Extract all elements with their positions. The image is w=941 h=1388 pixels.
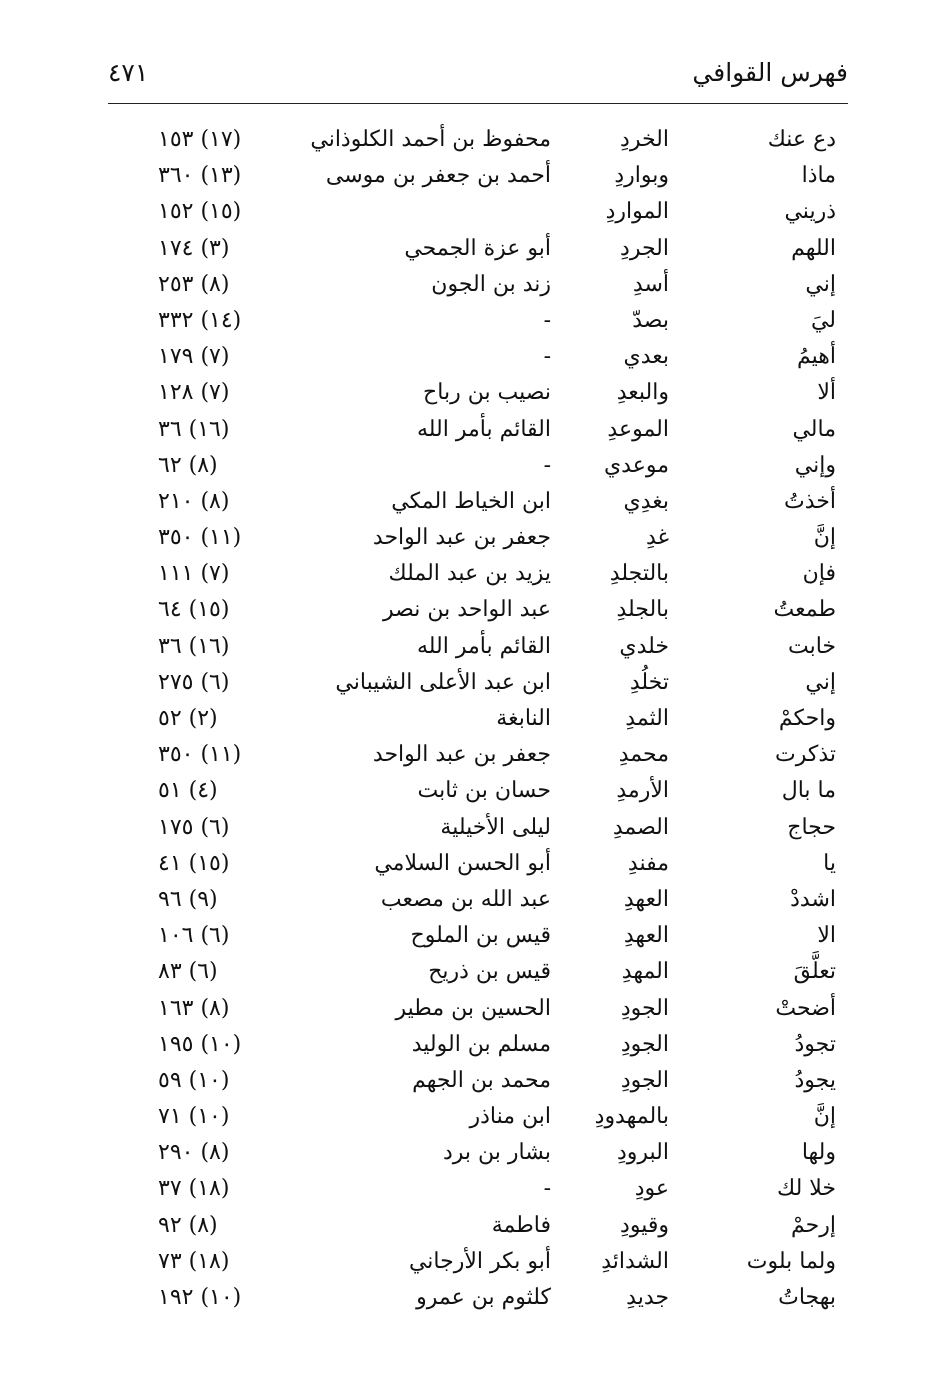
rhyme-word: الجودِ	[620, 1031, 669, 1057]
page-reference: (١٨) ٣٧	[158, 1176, 230, 1202]
verse-opening: واحكمْ	[778, 706, 836, 731]
header-rule	[108, 103, 848, 104]
poet-name: ابن مناذر	[469, 1104, 551, 1130]
index-row	[0, 559, 941, 595]
poet-name: أبو الحسن السلامي	[374, 850, 551, 876]
page-reference: (١١) ٣٥٠	[158, 525, 242, 551]
index-row	[0, 487, 941, 523]
page-header	[108, 58, 848, 98]
rhyme-word: المهدِ	[621, 959, 669, 985]
poet-name: محمد بن الجهم	[412, 1067, 551, 1093]
page-reference: (١٦) ٣٦	[158, 416, 230, 442]
index-row	[0, 885, 941, 921]
rhyme-word: البرودِ	[616, 1140, 669, 1166]
poet-name: -	[543, 452, 551, 478]
verse-opening: إني	[805, 271, 836, 297]
verse-opening: ماذا	[801, 163, 836, 189]
index-row	[0, 161, 941, 197]
page-reference: (٨) ١٦٣	[158, 995, 230, 1021]
rhyme-word: الجودِ	[620, 1067, 669, 1093]
rhyme-word: الجردِ	[620, 235, 669, 261]
poet-name: كلثوم بن عمرو	[416, 1285, 551, 1310]
page-reference: (٦) ١٧٥	[158, 814, 230, 840]
verse-opening: ولها	[801, 1140, 836, 1166]
rhyme-word: أسدِ	[632, 271, 669, 297]
rhyme-word: وقيودِ	[620, 1212, 669, 1238]
poet-name: قيس بن الملوح	[410, 923, 551, 949]
poet-name: -	[543, 1176, 551, 1202]
poet-name: أبو عزة الجمحي	[404, 235, 551, 261]
index-row	[0, 1211, 941, 1247]
poet-name: ابن عبد الأعلى الشيباني	[335, 669, 551, 695]
page-reference: (٧) ١١١	[158, 561, 230, 587]
index-row	[0, 957, 941, 993]
index-row	[0, 1283, 941, 1319]
rhyme-word: بالمهدودِ	[594, 1104, 669, 1130]
verse-opening: إني	[805, 669, 836, 695]
index-row	[0, 921, 941, 957]
rhyme-word: العهدِ	[623, 886, 669, 912]
index-row	[0, 197, 941, 233]
verse-opening: خلا لك	[777, 1176, 836, 1202]
page-reference: (١٣) ٣٦٠	[158, 163, 242, 189]
page-reference: (١١) ٣٥٠	[158, 742, 242, 768]
page-reference: (١٠) ٥٩	[158, 1067, 230, 1093]
verse-opening: ولما بلوت	[746, 1248, 836, 1274]
rhyme-word: خلدي	[619, 633, 669, 659]
page-reference: (٧) ١٧٩	[158, 344, 230, 370]
rhyme-word: الصمدِ	[612, 814, 669, 840]
poet-name: عبد الله بن مصعب	[380, 886, 551, 912]
rhyme-word: وبواردِ	[614, 163, 669, 189]
verse-opening: تذكرت	[775, 742, 836, 768]
poet-name: -	[543, 344, 551, 370]
page-reference: (١٠) ١٩٥	[158, 1031, 242, 1057]
index-row	[0, 451, 941, 487]
poet-name: القائم بأمر الله	[416, 416, 551, 442]
verse-opening: ذريني	[784, 199, 836, 225]
page-reference: (٦) ٨٣	[158, 959, 218, 985]
rhyme-word: بغدِي	[623, 488, 669, 514]
page-reference: (٣) ١٧٤	[158, 235, 230, 261]
rhyme-word: موعدي	[603, 452, 669, 478]
rhyme-word: الموعدِ	[607, 416, 669, 442]
verse-opening: يجودُ	[794, 1067, 836, 1093]
verse-opening: إرحمْ	[791, 1212, 836, 1238]
page-reference: (٨) ٦٢	[158, 452, 218, 478]
page-reference: (٨) ٢٥٣	[158, 271, 230, 297]
verse-opening: فإن	[802, 561, 836, 587]
poet-name: محفوظ بن أحمد الكلوذاني	[310, 127, 551, 152]
page-reference: (١٦) ٣٦	[158, 633, 230, 659]
poet-name: الحسين بن مطير	[395, 995, 551, 1021]
page-reference: (٤) ٥١	[158, 778, 218, 804]
index-row	[0, 595, 941, 631]
verse-opening: إنَّ	[813, 1104, 836, 1130]
index-row	[0, 704, 941, 740]
index-row	[0, 306, 941, 342]
rhyme-word: بالتجلدِ	[609, 561, 669, 587]
page-reference: (٦) ١٠٦	[158, 923, 230, 949]
poet-name: -	[543, 307, 551, 333]
poet-name: بشار بن برد	[443, 1140, 551, 1166]
verse-opening: بهجاتُ	[778, 1285, 836, 1310]
page-reference: (١٠) ٧١	[158, 1104, 230, 1130]
verse-opening: أهيمُ	[797, 344, 836, 370]
verse-opening: اللهم	[791, 235, 836, 261]
verse-opening: خابت	[787, 633, 836, 659]
page-number: ٤٧١	[108, 58, 149, 87]
poet-name: فاطمة	[491, 1212, 551, 1238]
page-reference: (٩) ٩٦	[158, 886, 218, 912]
poet-name: أحمد بن جعفر بن موسى	[325, 163, 551, 189]
rhyme-word: جديدِ	[626, 1285, 669, 1310]
verse-opening: حجاج	[787, 814, 836, 840]
index-row	[0, 849, 941, 885]
rhyme-word: الشدائدِ	[601, 1248, 669, 1274]
page-reference: (١٤) ٣٣٢	[158, 307, 242, 333]
rhyme-word: العهدِ	[623, 923, 669, 949]
poet-name: ابن الخياط المكي	[391, 488, 551, 514]
index-row	[0, 1030, 941, 1066]
verse-opening: أخذتُ	[784, 488, 836, 514]
poet-name: قيس بن ذريح	[428, 959, 551, 985]
poet-name: نصيب بن رباح	[423, 380, 551, 406]
rhyme-word: بالجلدِ	[616, 597, 669, 623]
poet-name: زند بن الجون	[431, 271, 551, 297]
poet-name: النابغة	[496, 706, 551, 731]
index-row	[0, 342, 941, 378]
page-reference: (٧) ١٢٨	[158, 380, 230, 406]
verse-opening: ليَ	[810, 307, 836, 333]
rhyme-word: عودِ	[634, 1176, 669, 1202]
rhyme-index-list	[0, 125, 941, 1319]
rhyme-word: المواردِ	[605, 199, 669, 225]
index-row	[0, 378, 941, 414]
rhyme-word: بصدّ	[632, 307, 669, 333]
verse-opening: إنَّ	[813, 525, 836, 551]
verse-opening: اشددْ	[790, 886, 836, 912]
index-row	[0, 1066, 941, 1102]
page-reference: (١٥) ٤١	[158, 850, 230, 876]
verse-opening: يا	[823, 850, 836, 876]
page-reference: (١٥) ٦٤	[158, 597, 230, 623]
index-row	[0, 813, 941, 849]
poet-name: جعفر بن عبد الواحد	[372, 525, 551, 551]
poet-name: عبد الواحد بن نصر	[383, 597, 551, 623]
page-reference: (١٨) ٧٣	[158, 1248, 230, 1274]
index-row	[0, 994, 941, 1030]
page-reference: (٢) ٥٢	[158, 706, 218, 731]
index-row	[0, 776, 941, 812]
index-row	[0, 632, 941, 668]
rhyme-word: الثمدِ	[625, 706, 669, 731]
verse-opening: ما بال	[781, 778, 836, 804]
poet-name: يزيد بن عبد الملك	[388, 561, 551, 587]
rhyme-word: والبعدِ	[616, 380, 669, 406]
rhyme-word: غدِ	[645, 525, 669, 551]
index-row	[0, 1102, 941, 1138]
poet-name: حسان بن ثابت	[417, 778, 551, 804]
verse-opening: مالي	[792, 416, 836, 442]
index-row	[0, 668, 941, 704]
verse-opening: وإني	[794, 452, 836, 478]
index-row	[0, 1174, 941, 1210]
poet-name: ليلى الأخيلية	[440, 814, 551, 840]
page-reference: (١٠) ١٩٢	[158, 1285, 242, 1310]
index-row	[0, 1138, 941, 1174]
index-row	[0, 415, 941, 451]
index-row	[0, 1247, 941, 1283]
rhyme-word: الخردِ	[620, 127, 669, 152]
page-reference: (١٧) ١٥٣	[158, 127, 242, 152]
page-reference: (٨) ٢١٠	[158, 488, 230, 514]
index-row	[0, 523, 941, 559]
verse-opening: الا	[817, 923, 836, 949]
index-row	[0, 740, 941, 776]
rhyme-word: مفندِ	[627, 850, 669, 876]
verse-opening: تعلَّقَ	[793, 959, 836, 985]
page-reference: (١٥) ١٥٢	[158, 199, 242, 225]
index-row	[0, 234, 941, 270]
poet-name: أبو بكر الأرجاني	[408, 1248, 551, 1274]
verse-opening: تجودُ	[794, 1031, 836, 1057]
page-reference: (٨) ٢٩٠	[158, 1140, 230, 1166]
rhyme-word: بعدي	[623, 344, 669, 370]
rhyme-word: الأرمدِ	[616, 778, 669, 804]
verse-opening: دع عنك	[767, 127, 836, 152]
index-row	[0, 270, 941, 306]
verse-opening: ألا	[817, 380, 836, 406]
verse-opening: أضحتْ	[775, 995, 836, 1021]
verse-opening: طمعتُ	[773, 597, 836, 623]
poet-name: مسلم بن الوليد	[411, 1031, 551, 1057]
page-reference: (٨) ٩٢	[158, 1212, 218, 1238]
rhyme-word: محمدِ	[618, 742, 669, 768]
rhyme-word: الجودِ	[620, 995, 669, 1021]
index-row	[0, 125, 941, 161]
poet-name: جعفر بن عبد الواحد	[372, 742, 551, 768]
poet-name: القائم بأمر الله	[416, 633, 551, 659]
rhyme-word: تخلُدِ	[629, 669, 669, 695]
running-title: فهرس القوافي	[692, 58, 848, 87]
page-reference: (٦) ٢٧٥	[158, 669, 230, 695]
